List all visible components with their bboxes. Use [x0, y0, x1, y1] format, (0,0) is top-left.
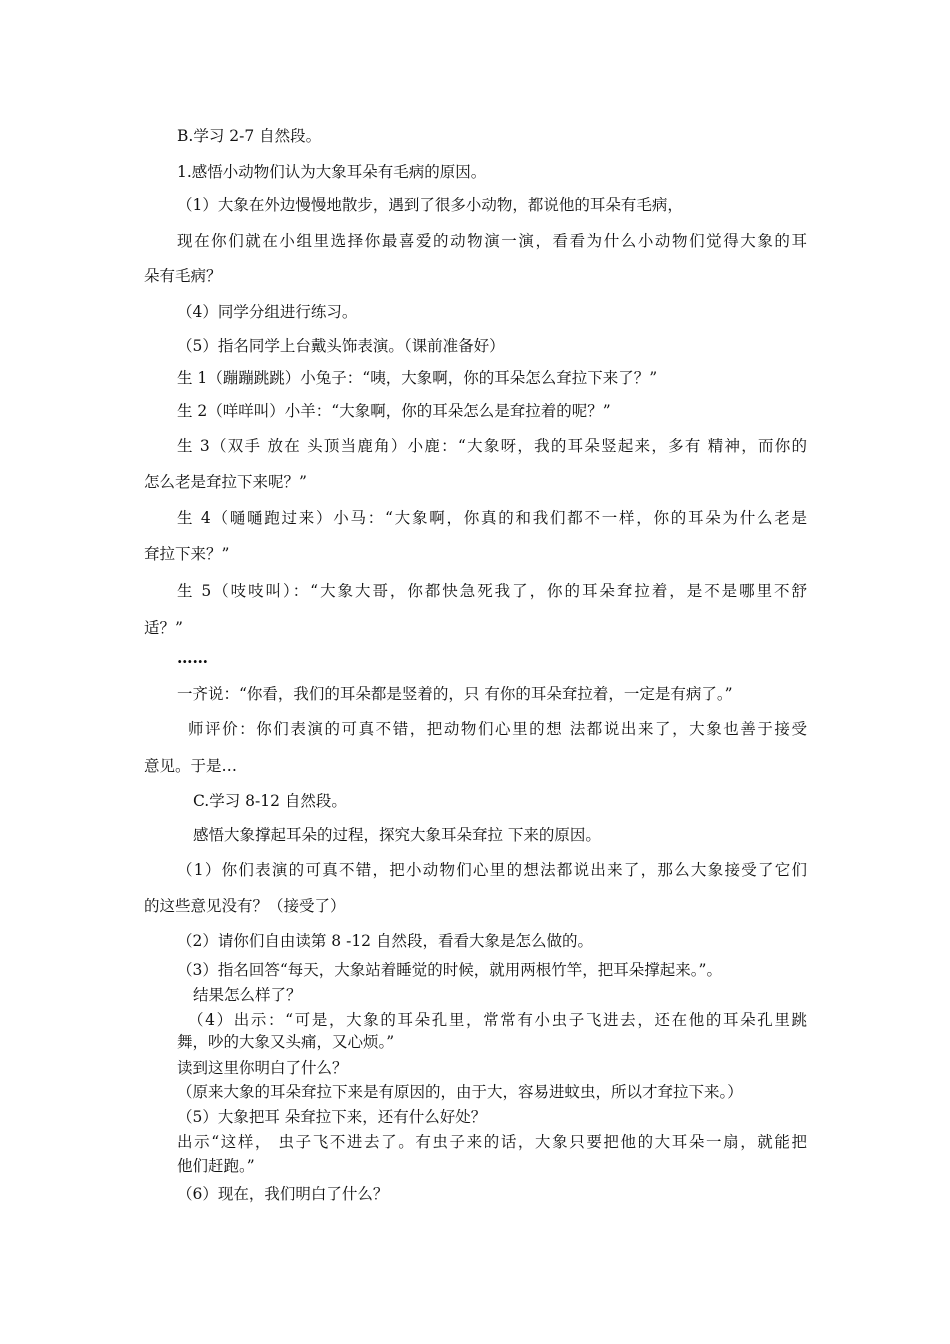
text-line: （4）同学分组进行练习。	[177, 303, 358, 321]
text-line: 一齐说：“你看，我们的耳朵都是竖着的，只 有你的耳朵耷拉着，一定是有病了。”	[177, 685, 733, 703]
heading-b: B.学习 2-7 自然段。	[177, 127, 322, 145]
text-line: 1.感悟小动物们认为大象耳朵有毛病的原因。	[177, 163, 487, 181]
text-line: （2）请你们自由读第 8 -12 自然段，看看大象是怎么做的。	[177, 932, 593, 950]
dialogue-line: 耷拉下来？”	[144, 545, 230, 563]
text-line: 感悟大象撑起耳朵的过程，探究大象耳朵耷拉 下来的原因。	[193, 826, 601, 844]
text-line: 意见。于是…	[144, 757, 238, 775]
text-line: （1）大象在外边慢慢地散步，遇到了很多小动物，都说他的耳朵有毛病，	[177, 196, 683, 214]
text-line: 的这些意见没有？（接受了）	[144, 897, 346, 915]
text-line: （1）你们表演的可真不错，把小动物们心里的想法都说出来了，那么大象接受了它们	[177, 861, 807, 879]
text-line: （6）现在，我们明白了什么？	[177, 1185, 389, 1203]
text-line: 出示“这样， 虫子飞不进去了。有虫子来的话，大象只要把他的大耳朵一扇，就能把	[177, 1133, 807, 1151]
text-line: （5）大象把耳 朵耷拉下来，还有什么好处？	[177, 1108, 487, 1126]
text-line: 结果怎么样了？	[193, 986, 302, 1004]
dialogue-line: 适？”	[144, 619, 183, 637]
dialogue-line: 怎么老是耷拉下来呢？”	[144, 473, 307, 491]
dialogue-line: 生 5（吱吱叫）：“大象大哥，你都快急死我了，你的耳朵耷拉着，是不是哪里不舒	[177, 582, 807, 600]
text-line: 现在你们就在小组里选择你最喜爱的动物演一演，看看为什么小动物们觉得大象的耳	[177, 232, 807, 250]
text-line: 舞，吵的大象又头痛，又心烦。”	[177, 1033, 395, 1051]
heading-c: C.学习 8-12 自然段。	[193, 792, 347, 810]
text-line: 师评价：你们表演的可真不错，把动物们心里的想 法都说出来了，大象也善于接受	[188, 720, 807, 738]
dialogue-line: 生 1（蹦蹦跳跳）小兔子：“咦，大象啊，你的耳朵怎么耷拉下来了？”	[177, 369, 658, 387]
text-line: （原来大象的耳朵耷拉下来是有原因的，由于大，容易进蚊虫，所以才耷拉下来。）	[177, 1083, 743, 1101]
dialogue-line: 生 2（咩咩叫）小羊：“大象啊，你的耳朵怎么是耷拉着的呢？”	[177, 402, 611, 420]
text-line: 读到这里你明白了什么？	[177, 1059, 348, 1077]
ellipsis: ……	[177, 648, 208, 667]
text-line: 他们赶跑。”	[177, 1157, 255, 1175]
dialogue-line: 生 4（嗵嗵跑过来）小马：“大象啊，你真的和我们都不一样，你的耳朵为什么老是	[177, 509, 807, 527]
text-line: （3）指名回答“每天，大象站着睡觉的时候，就用两根竹竿，把耳朵撑起来。”。	[177, 961, 722, 979]
text-line: 朵有毛病？	[144, 267, 222, 285]
text-line: （4）出示：“可是，大象的耳朵孔里，常常有小虫子飞进去，还在他的耳朵孔里跳	[188, 1011, 807, 1029]
dialogue-line: 生 3（双手 放在 头顶当鹿角）小鹿：“大象呀，我的耳朵竖起来，多有 精神，而你的	[177, 437, 807, 455]
text-line: （5）指名同学上台戴头饰表演。（课前准备好）	[177, 337, 505, 355]
